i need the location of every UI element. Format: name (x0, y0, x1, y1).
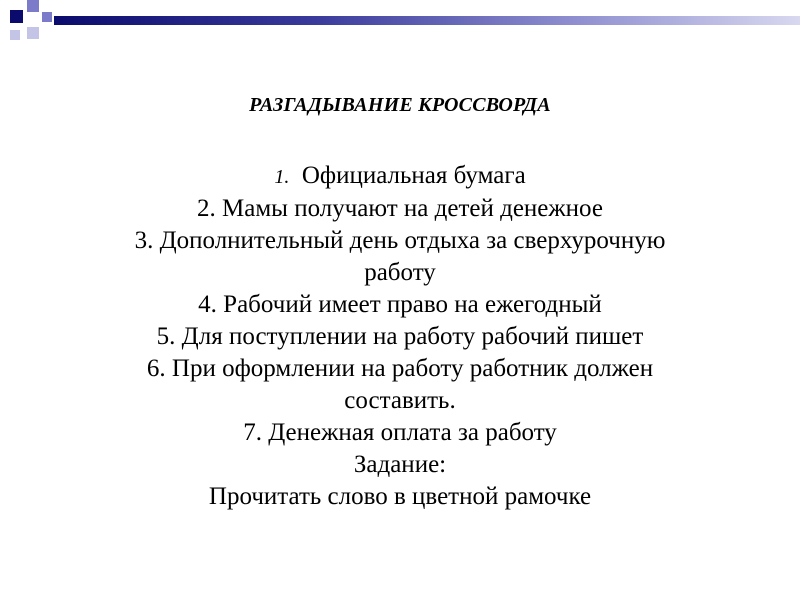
question-number-1: 1. (274, 166, 290, 188)
task-text: Прочитать слово в цветной рамочке (208, 483, 592, 510)
header-gradient-bar (54, 16, 800, 25)
question-line-2: 2. Мамы получают на детей денежное (197, 195, 603, 222)
slide-title: РАЗГАДЫВАНИЕ КРОССВОРДА (249, 94, 551, 116)
question-line-4: 4. Рабочий имеет право на ежегодный (198, 291, 602, 318)
question-text-1: Официальная бумага (301, 162, 526, 189)
decor-square-light (27, 27, 39, 39)
question-line-1 (40, 160, 760, 193)
decor-square-dark (10, 10, 23, 23)
decor-square-mid-2 (42, 12, 52, 22)
question-line-6: 6. При оформлении на работу работник должен (146, 355, 654, 382)
question-line-6-cont: составить. (344, 387, 456, 414)
question-line-5: 5. Для поступлении на работу рабочий пишет (156, 323, 644, 350)
question-line-3: 3. Дополнительный день отдыха за сверхурочную (134, 227, 666, 254)
decor-square-light-2 (10, 30, 20, 40)
crossword-questions (40, 160, 760, 513)
question-line-3-cont: работу (364, 259, 436, 286)
decor-square-mid (27, 0, 39, 12)
corner-decoration (0, 0, 800, 60)
task-label: Задание: (353, 451, 447, 478)
question-line-7: 7. Денежная оплата за работу (243, 419, 557, 446)
